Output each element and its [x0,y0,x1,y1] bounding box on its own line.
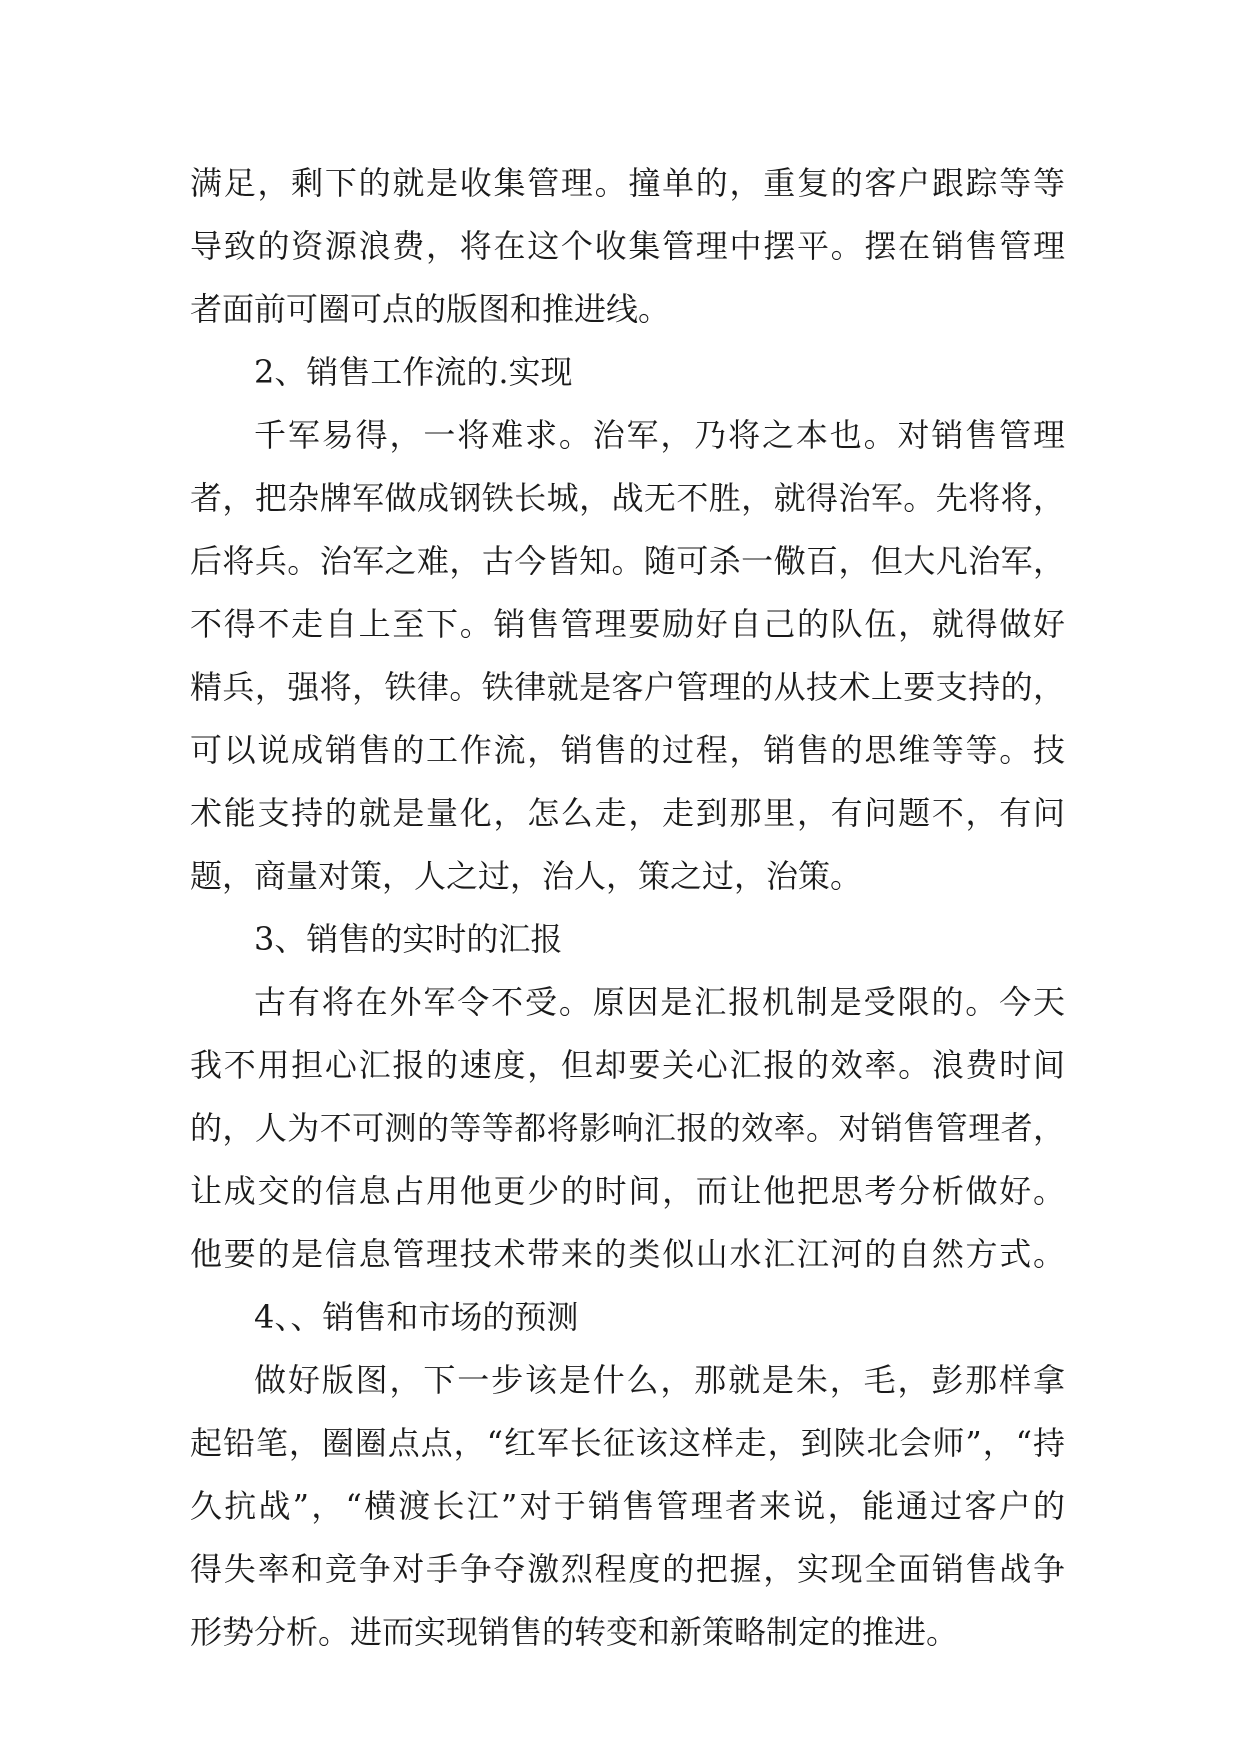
text-line: 形势分析。进而实现销售的转变和新策略制定的推进。 [190,1613,959,1651]
text-line: 得失率和竞争对手争夺激烈程度的把握，实现全面销售战争 [190,1550,1065,1588]
text-line: 可以说成销售的工作流，销售的过程，销售的思维等等。技 [190,731,1065,769]
text-line: 的，人为不可测的等等都将影响汇报的效率。对销售管理者， [190,1109,1065,1147]
text-line: 我不用担心汇报的速度，但却要关心汇报的效率。浪费时间 [190,1046,1065,1084]
text-line: 题，商量对策，人之过，治人，策之过，治策。 [190,857,863,895]
text-line: 起铅笔，圈圈点点，“红军长征该这样走，到陕北会师”，“持 [190,1424,1065,1462]
text-line: 他要的是信息管理技术带来的类似山水汇江河的自然方式。 [190,1235,1065,1273]
text-line: 不得不走自上至下。销售管理要励好自己的队伍，就得做好 [190,605,1065,643]
text-line: 古有将在外军令不受。原因是汇报机制是受限的。今天 [254,983,1065,1021]
text-line: 者面前可圈可点的版图和推进线。 [190,290,671,328]
text-line: 后将兵。治军之难，古今皆知。随可杀一儆百，但大凡治军， [190,542,1065,580]
text-line: 术能支持的就是量化，怎么走，走到那里，有问题不，有问 [190,794,1065,832]
text-line: 满足，剩下的就是收集管理。撞单的，重复的客户跟踪等等 [190,164,1065,202]
document-body [190,152,1065,1664]
text-line: 让成交的信息占用他更少的时间，而让他把思考分析做好。 [190,1172,1065,1210]
text-line: 做好版图，下一步该是什么，那就是朱，毛，彭那样拿 [254,1361,1065,1399]
text-line: 导致的资源浪费，将在这个收集管理中摆平。摆在销售管理 [190,227,1065,265]
section-heading: 2、销售工作流的.实现 [254,353,573,391]
section-heading: 4、、销售和市场的预测 [254,1298,579,1336]
text-line: 千军易得，一将难求。治军，乃将之本也。对销售管理 [254,416,1065,454]
text-line: 者，把杂牌军做成钢铁长城，战无不胜，就得治军。先将将， [190,479,1065,517]
section-heading: 3、销售的实时的汇报 [254,920,563,958]
text-line: 久抗战”，“横渡长江”对于销售管理者来说，能通过客户的 [190,1487,1065,1525]
text-line: 精兵，强将，铁律。铁律就是客户管理的从技术上要支持的， [190,668,1065,706]
